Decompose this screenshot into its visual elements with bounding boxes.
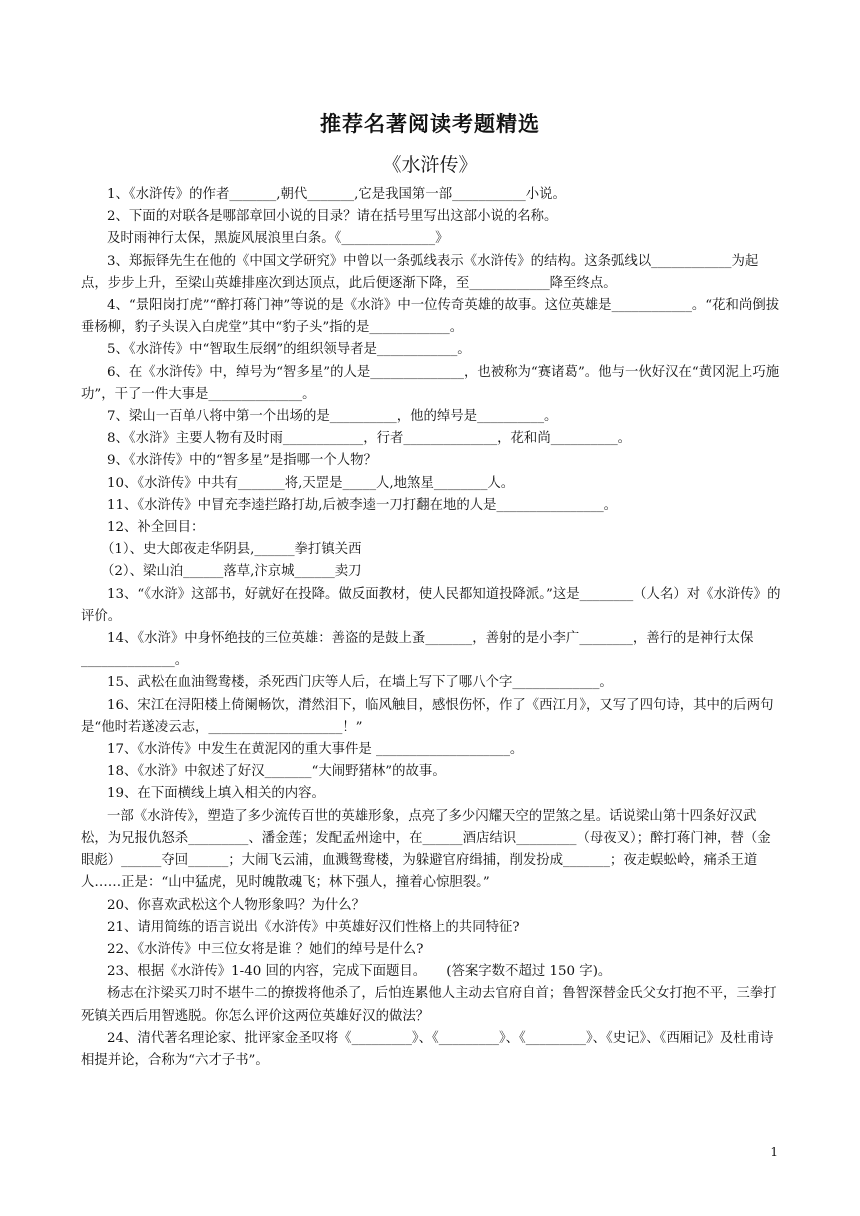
- question-16: 16、宋江在浔阳楼上倚阑畅饮，潸然泪下，临风触目，感恨伤怀，作了《西江月》，又写了四句诗，其中的后两句是“他时若遂凌云志，____________________！”: [81, 697, 774, 735]
- question-12: 12、补全回目：: [107, 520, 205, 536]
- question-19: 19、在下面横线上填入相关的内容。: [107, 786, 325, 802]
- question-1: 1、《水浒传》的作者_______,朝代_______,它是我国第一部___________小说。: [107, 187, 566, 202]
- question-12-item-2: （2）、梁山泊______落草,汴京城______卖刀: [101, 564, 362, 580]
- question-19-passage: 一部《水浒传》，塑造了多少流传百世的英雄形象，点亮了多少闪耀天空的罡煞之星。话说梁山第十四条好汉武松，为兄报仇怒杀_________、潘金莲；发配孟州途中，在______酒店结识_________（母夜叉）；醉打蒋门神，替（金眼彪）______夺回______；大闹飞云浦，血溅鸳鸯楼，为躲避官府缉捕，削发扮成_______；夜走蜈蚣岭，痛杀王道人……正是：“山中猛虎，见时魄散魂飞；林下强人，撞着心惊胆裂。”: [81, 808, 771, 891]
- question-20: 20、你喜欢武松这个人物形象吗？为什么？: [107, 897, 366, 913]
- question-list: [81, 184, 781, 1072]
- question-18: 18、《水浒》中叙述了好汉_______“大闹野猪林”的故事。: [107, 764, 446, 780]
- question-9: 9、《水浒传》中的“智多星”是指哪一个人物？: [107, 453, 377, 469]
- question-2: 2、下面的对联各是哪部章回小说的目录？请在括号里写出这部小说的名称。: [107, 209, 558, 225]
- question-15: 15、武松在血油鸳鸯楼，杀死西门庆等人后，在墙上写下了哪八个字_____________。: [107, 675, 613, 691]
- question-5: 5、《水浒传》中“智取生辰纲”的组织领导者是____________。: [107, 342, 471, 358]
- question-23-passage: 杨志在汴梁买刀时不堪牛二的撩拨将他杀了，后怕连累他人主动去官府自首；鲁智深替金氏父女打抱不平，三拳打死镇关西后用智逃脱。你怎么评价这两位英雄好汉的做法？: [81, 986, 777, 1024]
- question-10: 10、《水浒传》中共有_______将,天罡是_____人,地煞星________人。: [107, 475, 515, 491]
- page-title: 推荐名著阅读考题精选: [320, 112, 540, 136]
- question-8: 8、《水浒》主要人物有及时雨____________，行者______________，花和尚__________。: [107, 431, 632, 447]
- page-number: 1: [770, 1145, 778, 1159]
- question-22: 22、《水浒传》中三位女将是谁 ？她们的绰号是什么?: [107, 941, 424, 957]
- question-14: 14、《水浒》中身怀绝技的三位英雄：善盗的是鼓上蚤_______，善射的是小李广________，善行的是神行太保______________。: [81, 631, 754, 669]
- question-7: 7、梁山一百单八将中第一个出场的是__________，他的绰号是__________。: [107, 409, 558, 425]
- question-4: 4、“景阳岗打虎”“醉打蒋门神”等说的是《水浒》中一位传奇英雄的故事。这位英雄是____________。“花和尚倒拔垂杨柳，豹子头误入白虎堂”其中“豹子头”指的是____________。: [81, 298, 780, 336]
- question-3: 3、郑振铎先生在他的《中国文学研究》中曾以一条弧线表示《水浒传》的结构。这条弧线以____________为起点，步步上升，至梁山英雄排座次到达顶点，此后便逐渐下降，至____________降至终点。: [81, 253, 759, 291]
- question-23: 23、根据《水浒传》1-40 回的内容，完成下面题目。 (答案字数不超过 150 字)。: [107, 964, 612, 980]
- question-11: 11、《水浒传》中冒充李逵拦路打劫,后被李逵一刀打翻在地的人是________________。: [107, 497, 618, 513]
- question-24: 24、清代著名理论家、批评家金圣叹将《_________》、《_________》、《_________》、《史记》、《西厢记》及杜甫诗相提并论，合称为“六才子书”。: [81, 1030, 774, 1068]
- question-17: 17、《水浒传》中发生在黄泥冈的重大事件是 ____________________。: [107, 742, 524, 758]
- book-title: 《水浒传》: [382, 154, 478, 176]
- question-6: 6、在《水浒传》中，绰号为“智多星”的人是______________，也被称为“赛诸葛”。他与一伙好汉在“黄冈泥上巧施功”，干了一件大事是______________。: [81, 364, 780, 402]
- question-2-couplet: 及时雨神行太保，黑旋风展浪里白条。《______________》: [107, 231, 449, 247]
- question-12-item-1: （1）、史大郎夜走华阴县,______拳打镇关西: [101, 542, 362, 558]
- question-13: 13、“《水浒》这部书，好就好在投降。做反面教材，使人民都知道投降派。”这是________（人名）对《水浒传》的评价。: [81, 586, 781, 624]
- question-21: 21、请用简练的语言说出《水浒传》中英雄好汉们性格上的共同特征?: [107, 919, 520, 935]
